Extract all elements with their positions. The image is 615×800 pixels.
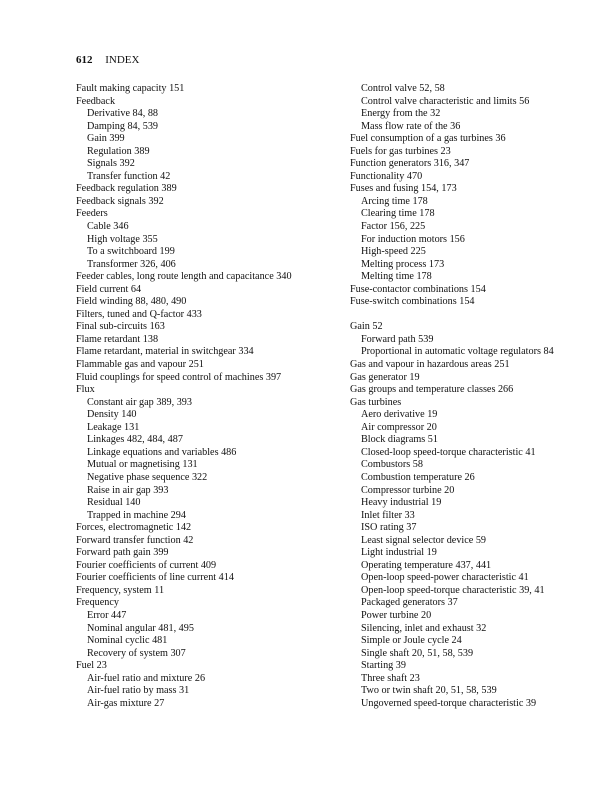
index-subentry: Closed-loop speed-torque characteristic 41	[361, 446, 536, 458]
index-subentry: Negative phase sequence 322	[87, 471, 208, 483]
index-subentry: Control valve characteristic and limits 56	[361, 95, 530, 107]
index-subentry: Open-loop speed-torque characteristic 39, 41	[361, 584, 545, 596]
index-subentry: Clearing time 178	[361, 208, 435, 220]
index-entry: Field winding 88, 480, 490	[76, 296, 187, 308]
index-entry: Fuel consumption of a gas turbines 36	[350, 133, 506, 145]
index-entry: Function generators 316, 347	[350, 158, 470, 170]
index-subentry: Forward path 539	[361, 333, 434, 345]
index-entry: Fuel 23	[76, 660, 107, 672]
index-subentry: Compressor turbine 20	[361, 484, 455, 496]
index-subentry: Recovery of system 307	[87, 647, 186, 659]
index-subentry: Signals 392	[87, 158, 135, 170]
index-subentry: Air compressor 20	[361, 421, 437, 433]
index-entry: Fuels for gas turbines 23	[350, 145, 451, 157]
index-subentry: Inlet filter 33	[361, 509, 415, 521]
index-subentry: Raise in air gap 393	[87, 484, 169, 496]
index-subentry: Heavy industrial 19	[361, 497, 442, 509]
index-entry: Final sub-circuits 163	[76, 321, 165, 333]
index-entry: Gas turbines	[350, 396, 402, 408]
index-subentry: Power turbine 20	[361, 609, 432, 621]
index-subentry: ISO rating 37	[361, 522, 417, 534]
index-entry: Frequency	[76, 597, 119, 609]
index-subentry: Nominal angular 481, 495	[87, 622, 194, 634]
index-subentry: Melting process 173	[361, 258, 445, 270]
index-subentry: Block diagrams 51	[361, 434, 438, 446]
index-subentry: Leakage 131	[87, 421, 140, 433]
index-entry: Fourier coefficients of current 409	[76, 559, 217, 571]
index-subentry: Linkages 482, 484, 487	[87, 434, 183, 446]
index-subentry: Factor 156, 225	[361, 221, 426, 233]
index-subentry: High-speed 225	[361, 246, 426, 258]
index-entry: Feeder cables, long route length and capacitance 340	[76, 271, 292, 283]
index-entry: Gas generator 19	[350, 371, 420, 383]
index-subentry: Silencing, inlet and exhaust 32	[361, 622, 487, 634]
index-subentry: Density 140	[87, 409, 137, 421]
index-subentry: Light industrial 19	[361, 547, 437, 559]
index-subentry: Constant air gap 389, 393	[87, 396, 192, 408]
index-subentry: Ungoverned speed-torque characteristic 39	[361, 697, 537, 709]
index-entry: Feeders	[76, 208, 108, 220]
index-entry: Fourier coefficients of line current 414	[76, 572, 234, 584]
index-subentry: Trapped in machine 294	[87, 509, 186, 521]
page-title: INDEX	[105, 54, 140, 66]
index-subentry: Least signal selector device 59	[361, 534, 487, 546]
index-entry: Fuses and fusing 154, 173	[350, 183, 457, 195]
page-number: 612	[76, 54, 93, 66]
index-entry: Fault making capacity 151	[76, 83, 185, 94]
index-subentry: For induction motors 156	[361, 233, 465, 245]
index-entry: Forces, electromagnetic 142	[76, 522, 192, 534]
index-entry: Frequency, system 11	[76, 584, 165, 596]
index-subentry: Linkage equations and variables 486	[87, 446, 237, 458]
index-subentry: Residual 140	[87, 497, 141, 509]
index-subentry: To a switchboard 199	[87, 246, 175, 258]
index-subentry: Air-fuel ratio by mass 31	[87, 685, 190, 697]
index-entry: Field current 64	[76, 283, 142, 295]
index-subentry: Starting 39	[361, 660, 406, 672]
index-column-left	[76, 83, 341, 710]
index-subentry: Arcing time 178	[361, 195, 428, 207]
index-subentry: Combustion temperature 26	[361, 471, 475, 483]
index-subentry: Combustors 58	[361, 459, 423, 471]
index-subentry: Gain 399	[87, 133, 125, 145]
index-entry: Flame retardant, material in switchgear 334	[76, 346, 254, 358]
index-subentry: Energy from the 32	[361, 108, 441, 120]
index-subentry: Air-gas mixture 27	[87, 697, 165, 709]
index-entry: Functionality 470	[350, 170, 423, 182]
index-column-right	[350, 83, 615, 710]
index-entry: Feedback regulation 389	[76, 183, 177, 195]
index-subentry: Packaged generators 37	[361, 597, 458, 609]
index-subentry: High voltage 355	[87, 233, 158, 245]
index-entry: Gain 52	[350, 321, 383, 333]
page-header	[76, 54, 139, 66]
index-subentry: Air-fuel ratio and mixture 26	[87, 672, 206, 684]
index-entry: Fuse-contactor combinations 154	[350, 283, 486, 295]
index-subentry: Aero derivative 19	[361, 409, 438, 421]
index-subentry: Mutual or magnetising 131	[87, 459, 198, 471]
index-subentry: Mass flow rate of the 36	[361, 120, 461, 132]
index-entry: Flame retardant 138	[76, 333, 159, 345]
index-subentry: Melting time 178	[361, 271, 432, 283]
index-entry: Gas and vapour in hazardous areas 251	[350, 359, 510, 371]
index-subentry: Single shaft 20, 51, 58, 539	[361, 647, 474, 659]
index-subentry: Transfer function 42	[87, 170, 171, 182]
index-subentry: Control valve 52, 58	[361, 83, 445, 94]
index-subentry: Regulation 389	[87, 145, 150, 157]
index-subentry: Transformer 326, 406	[87, 258, 176, 270]
index-entry: Filters, tuned and Q-factor 433	[76, 308, 202, 320]
index-subentry: Two or twin shaft 20, 51, 58, 539	[361, 685, 497, 697]
section-gap	[350, 309, 615, 322]
index-subentry: Error 447	[87, 609, 127, 621]
index-entry: Forward path gain 399	[76, 547, 169, 559]
index-subentry: Cable 346	[87, 221, 129, 233]
index-entry: Forward transfer function 42	[76, 534, 194, 546]
index-entry: Fluid couplings for speed control of machines 397	[76, 371, 282, 383]
index-subentry: Nominal cyclic 481	[87, 635, 168, 647]
index-subentry: Simple or Joule cycle 24	[361, 635, 462, 647]
index-entry: Gas groups and temperature classes 266	[350, 384, 514, 396]
index-entry: Flux	[76, 384, 95, 396]
index-entry: Feedback	[76, 95, 116, 107]
index-subentry: Open-loop speed-power characteristic 41	[361, 572, 529, 584]
index-entry: Feedback signals 392	[76, 195, 164, 207]
index-subentry: Damping 84, 539	[87, 120, 159, 132]
index-entry: Flammable gas and vapour 251	[76, 359, 204, 371]
index-subentry: Three shaft 23	[361, 672, 420, 684]
index-subentry: Operating temperature 437, 441	[361, 559, 492, 571]
index-subentry: Proportional in automatic voltage regulators 84	[361, 346, 554, 358]
index-subentry: Derivative 84, 88	[87, 108, 159, 120]
index-entry: Fuse-switch combinations 154	[350, 296, 475, 308]
